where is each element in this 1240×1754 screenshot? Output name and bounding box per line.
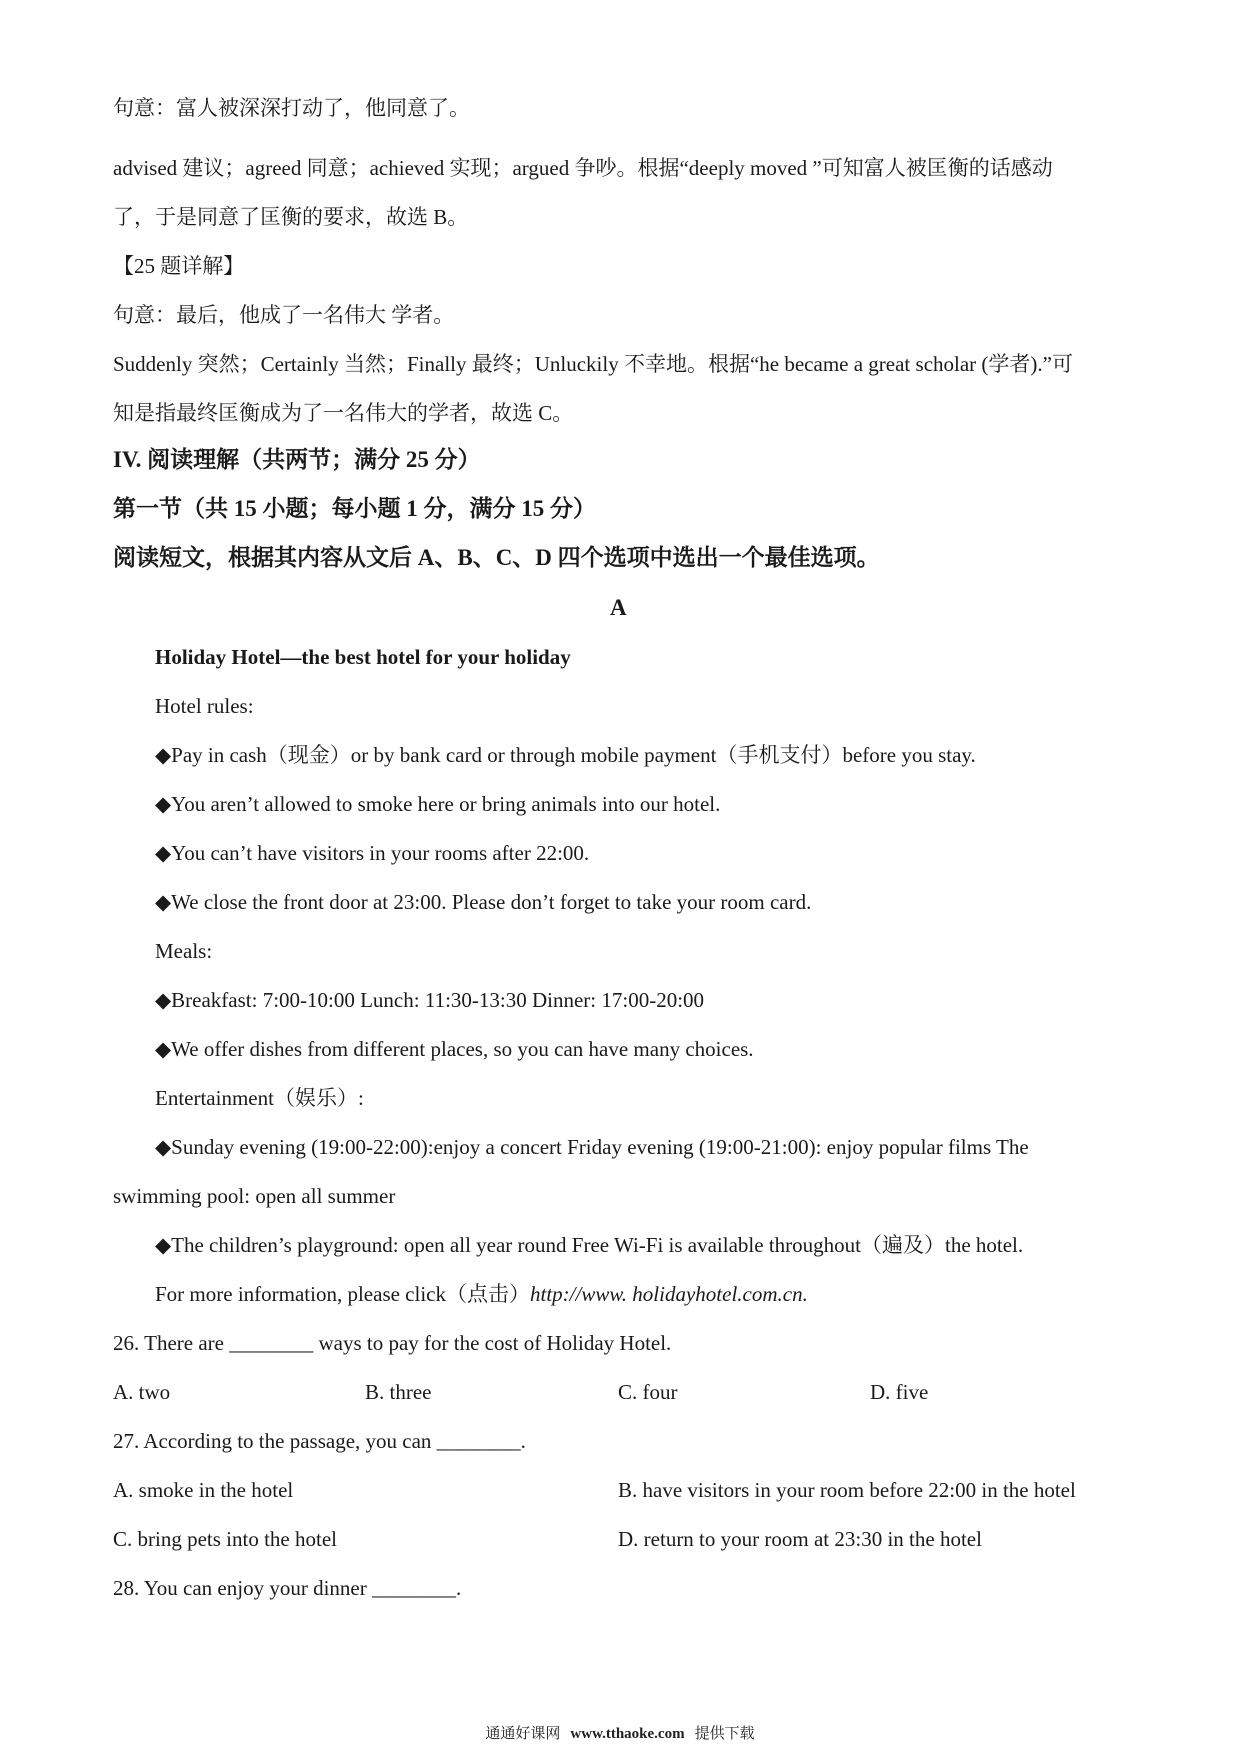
q27-option-d: D. return to your room at 23:30 in the hotel xyxy=(618,1527,982,1551)
q24-explanation-line1: advised 建议；agreed 同意；achieved 实现；argued 争吵。根据“deeply moved ”可知富人被匡衡的话感动 xyxy=(113,156,1053,180)
q27-option-a: A. smoke in the hotel xyxy=(113,1478,294,1502)
q27-option-b: B. have visitors in your room before 22:00 in the hotel xyxy=(618,1478,1076,1502)
rule-item: ◆You can’t have visitors in your rooms after 22:00. xyxy=(155,841,590,865)
footer-note: 提供下载 xyxy=(694,1724,755,1742)
more-info xyxy=(155,1280,808,1308)
question-26: 26. There are ________ ways to pay for the cost of Holiday Hotel. xyxy=(113,1331,672,1355)
hotel-rules-label: Hotel rules: xyxy=(155,694,254,718)
footer-site-name: 通通好课网 xyxy=(485,1724,561,1742)
entertainment-item-continued: swimming pool: open all summer xyxy=(113,1184,396,1208)
entertainment-item: ◆The children’s playground: open all year round Free Wi-Fi is available throughout（遍及）the hotel. xyxy=(155,1233,1024,1257)
q25-explanation-line2: 知是指最终匡衡成为了一名伟大的学者，故选 C。 xyxy=(113,401,574,425)
more-info-text: For more information, please click（点击） xyxy=(155,1282,530,1306)
section-heading: IV. 阅读理解（共两节；满分 25 分） xyxy=(113,447,481,472)
passage-letter: A xyxy=(610,595,627,620)
question-27: 27. According to the passage, you can ________. xyxy=(113,1429,526,1453)
entertainment-item: ◆Sunday evening (19:00-22:00):enjoy a concert Friday evening (19:00-21:00): enjoy popular films The xyxy=(155,1135,1029,1159)
meals-label: Meals: xyxy=(155,939,213,963)
q27-option-c: C. bring pets into the hotel xyxy=(113,1527,337,1551)
q26-option-a: A. two xyxy=(113,1380,171,1404)
hotel-website-link[interactable]: http://www. holidayhotel.com.cn. xyxy=(530,1282,808,1306)
question-28: 28. You can enjoy your dinner ________. xyxy=(113,1576,462,1600)
q25-explanation-line1: Suddenly 突然；Certainly 当然；Finally 最终；Unluckily 不幸地。根据“he became a great scholar (学者).”可 xyxy=(113,352,1073,376)
q26-option-b: B. three xyxy=(365,1380,432,1404)
rule-item: ◆You aren’t allowed to smoke here or bring animals into our hotel. xyxy=(155,792,721,816)
q25-meaning: 句意：最后，他成了一名伟大 学者。 xyxy=(113,303,455,327)
passage-title: Holiday Hotel—the best hotel for your holiday xyxy=(155,645,571,669)
rule-item: ◆We close the front door at 23:00. Please don’t forget to take your room card. xyxy=(155,890,812,914)
q26-option-c: C. four xyxy=(618,1380,678,1404)
entertainment-label: Entertainment（娱乐）: xyxy=(155,1086,364,1110)
meal-item: ◆We offer dishes from different places, so you can have many choices. xyxy=(155,1037,754,1061)
meal-item: ◆Breakfast: 7:00-10:00 Lunch: 11:30-13:30 Dinner: 17:00-20:00 xyxy=(155,988,705,1012)
q24-meaning: 句意：富人被深深打动了，他同意了。 xyxy=(113,96,470,120)
page-footer xyxy=(0,1722,1240,1743)
footer-url[interactable]: www.tthaoke.com xyxy=(570,1726,685,1742)
instruction: 阅读短文，根据其内容从文后 A、B、C、D 四个选项中选出一个最佳选项。 xyxy=(113,545,880,570)
q25-header: 【25 题详解】 xyxy=(113,254,245,278)
part-heading: 第一节（共 15 小题；每小题 1 分，满分 15 分） xyxy=(113,496,596,521)
rule-item: ◆Pay in cash（现金）or by bank card or through mobile payment（手机支付）before you stay. xyxy=(155,743,976,767)
q24-explanation-line2: 了，于是同意了匡衡的要求，故选 B。 xyxy=(113,205,469,229)
q26-option-d: D. five xyxy=(870,1380,929,1404)
